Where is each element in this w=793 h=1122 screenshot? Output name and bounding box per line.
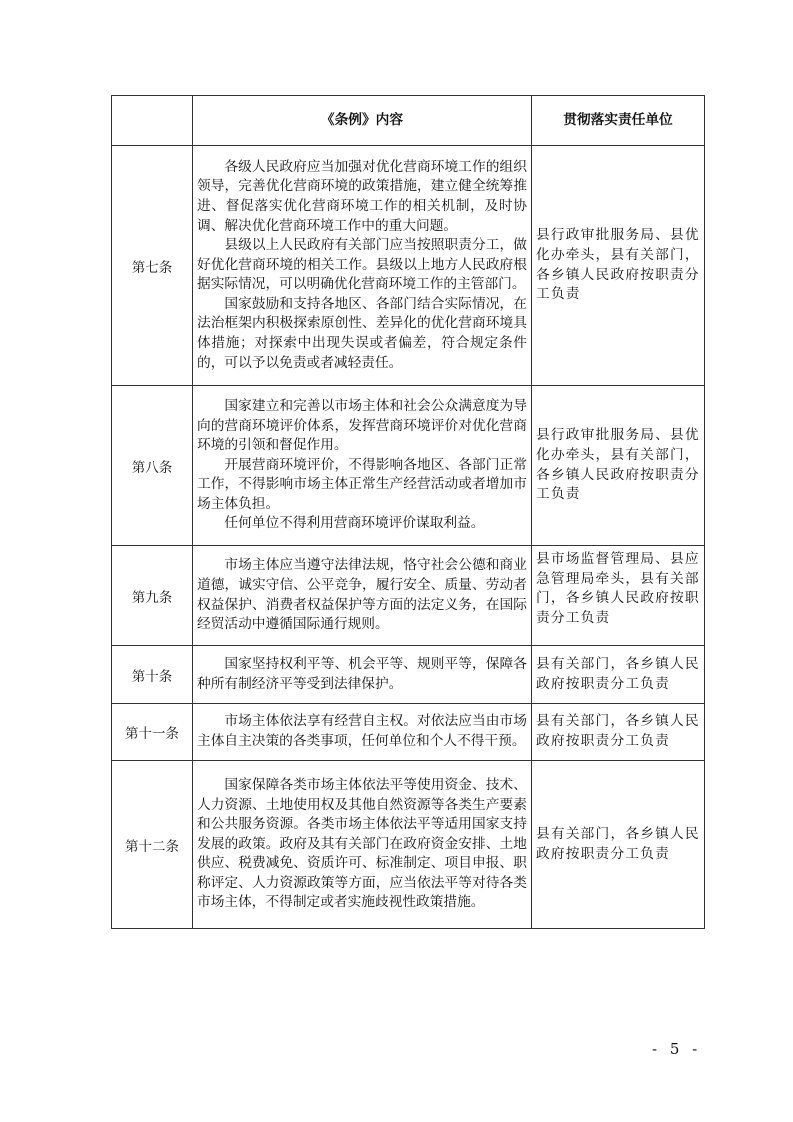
- table-row: [112, 386, 705, 546]
- article-number: 第九条: [112, 546, 193, 646]
- responsible-units: 县行政审批服务局、县优化办牵头，县有关部门，各乡镇人民政府按职责分工负责: [532, 386, 705, 546]
- content-paragraph: 国家建立和完善以市场主体和社会公众满意度为导向的营商环境评价体系，发挥营商环境评价对优化营商环境的引领和督促作用。: [197, 397, 527, 454]
- content-paragraph: 国家坚持权利平等、机会平等、规则平等，保障各种所有制经济平等受到法律保护。: [197, 655, 527, 692]
- responsible-units: 县有关部门，各乡镇人民政府按职责分工负责: [532, 761, 705, 929]
- table-row: [112, 704, 705, 761]
- article-number: 第十二条: [112, 761, 193, 929]
- article-number: 第七条: [112, 146, 193, 386]
- header-content: 《条例》内容: [193, 96, 532, 146]
- article-number: 第十一条: [112, 704, 193, 761]
- content-paragraph: 开展营商环境评价，不得影响各地区、各部门正常工作，不得影响市场主体正常生产经营活动或者增加市场主体负担。: [197, 456, 527, 512]
- content-paragraph: 市场主体应当遵守法律法规，恪守社会公德和商业道德，诚实守信、公平竞争，履行安全、质量、劳动者权益保护、消费者权益保护等方面的法定义务，在国际经贸活动中遵循国际通行规则。: [197, 557, 527, 633]
- content-paragraph: 国家保障各类市场主体依法平等使用资金、技术、人力资源、土地使用权及其他自然资源等各类生产要素和公共服务资源。各类市场主体依法平等适用国家支持发展的政策。政府及其有关部门在政府资金安排、土地供应、税费减免、资质许可、标准制定、项目申报、职称评定、人力资源政策等方面，应当依法平等对待各类市场主体，不得制定或者实施歧视性政策措施。: [197, 776, 527, 911]
- content-paragraph: 各级人民政府应当加强对优化营商环境工作的组织领导，完善优化营商环境的政策措施，建立健全统筹推进、督促落实优化营商环境工作的相关机制，及时协调、解决优化营商环境工作中的重大问题。: [197, 158, 527, 234]
- header-row: [112, 96, 705, 146]
- table-row: [112, 646, 705, 704]
- responsible-units: 县有关部门，各乡镇人民政府按职责分工负责: [532, 646, 705, 704]
- article-content: [193, 704, 532, 761]
- article-content: [193, 386, 532, 546]
- content-paragraph: 县级以上人民政府有关部门应当按照职责分工，做好优化营商环境的相关工作。县级以上地方人民政府根据实际情况，可以明确优化营商环境工作的主管部门。: [197, 237, 527, 293]
- responsibility-table: [111, 95, 705, 929]
- table-row: [112, 146, 705, 386]
- article-content: [193, 546, 532, 646]
- article-content: [193, 761, 532, 929]
- responsible-units: 县市场监督管理局、县应急管理局牵头，县有关部门，各乡镇人民政府按职责分工负责: [532, 546, 705, 646]
- header-article: [112, 96, 193, 146]
- article-content: [193, 146, 532, 386]
- article-content: [193, 646, 532, 704]
- content-paragraph: 任何单位不得利用营商环境评价谋取利益。: [224, 515, 485, 532]
- table-row: [112, 761, 705, 929]
- content-paragraph: 市场主体依法享有经营自主权。对依法应当由市场主体自主决策的各类事项，任何单位和个人不得干预。: [197, 713, 527, 749]
- responsible-units: 县有关部门，各乡镇人民政府按职责分工负责: [532, 704, 705, 761]
- content-paragraph: 国家鼓励和支持各地区、各部门结合实际情况，在法治框架内积极探索原创性、差异化的优化营商环境具体措施；对探索中出现失误或者偏差，符合规定条件的，可以予以免责或者减轻责任。: [197, 295, 527, 371]
- table-row: [112, 546, 705, 646]
- page-number: - 5 -: [652, 1040, 702, 1058]
- article-number: 第八条: [112, 386, 193, 546]
- article-number: 第十条: [112, 646, 193, 704]
- header-responsible: 贯彻落实责任单位: [532, 96, 705, 146]
- responsible-units: 县行政审批服务局、县优化办牵头，县有关部门，各乡镇人民政府按职责分工负责: [532, 146, 705, 386]
